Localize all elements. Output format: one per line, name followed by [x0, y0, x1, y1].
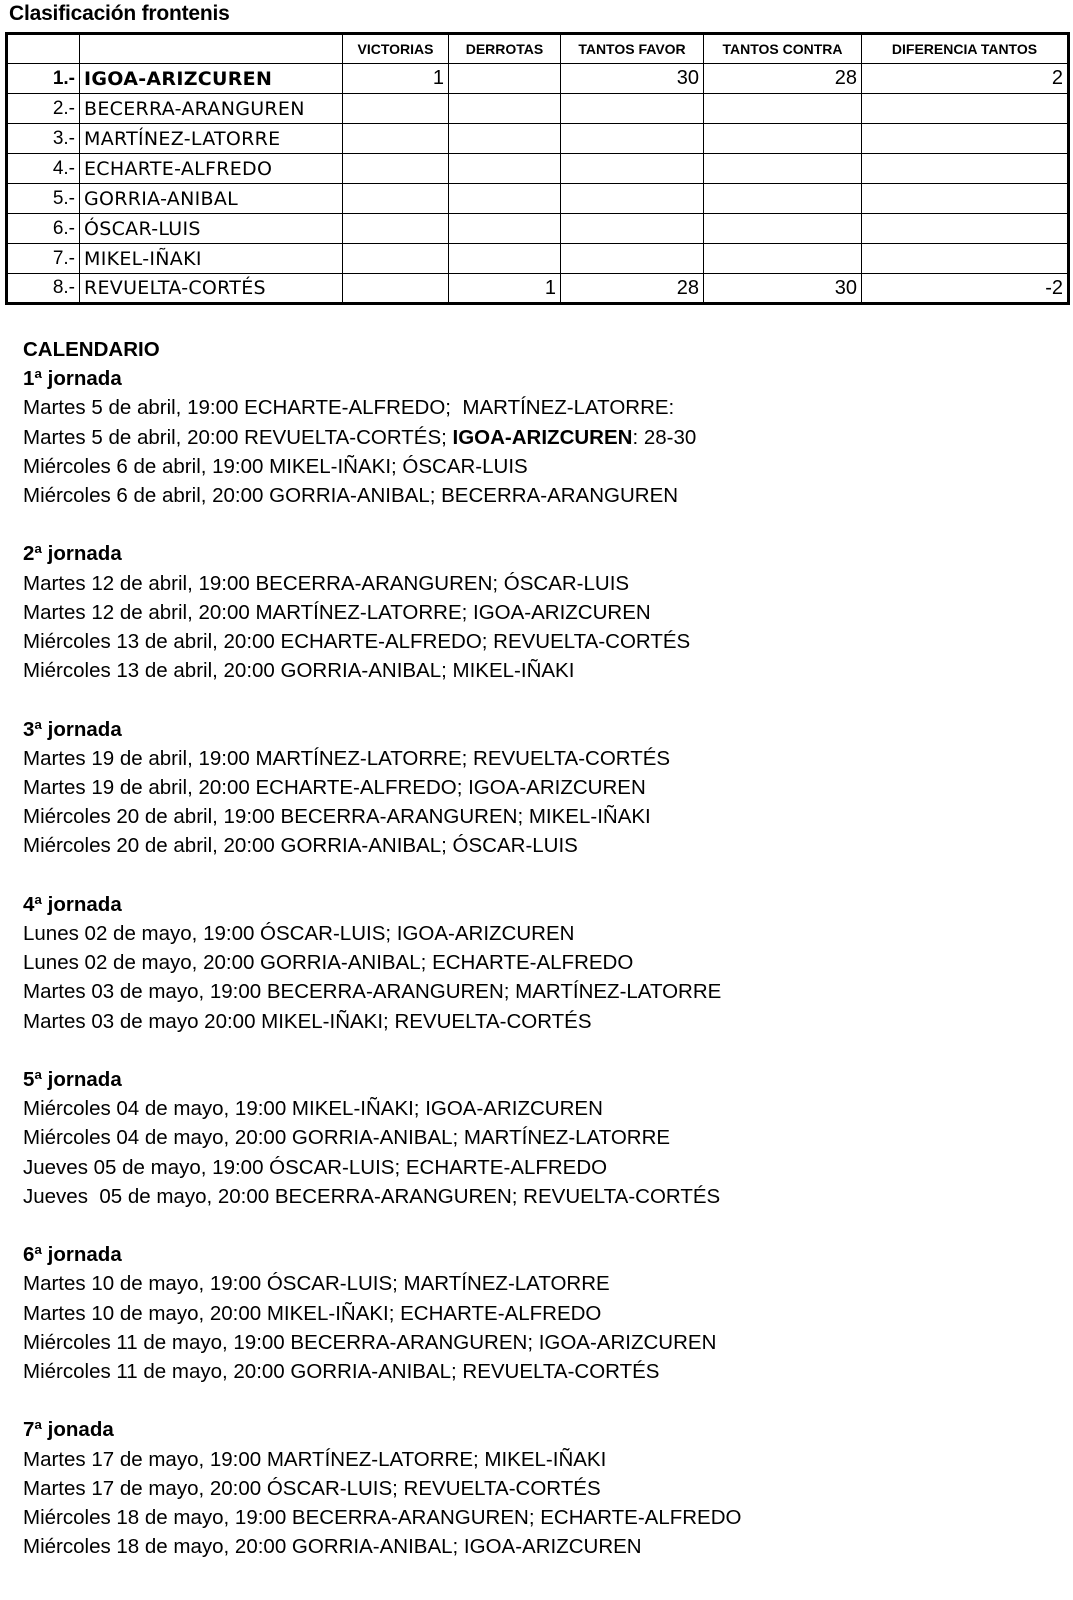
match-text: Lunes 02 de mayo, 20:00 GORRIA-ANIBAL; ECHARTE-ALFREDO — [23, 951, 634, 975]
standings-row — [7, 244, 1069, 274]
diferencia-cell: -2 — [862, 274, 1069, 304]
team-name-cell: IGOA-ARIZCUREN — [80, 64, 343, 94]
standings-header-row — [7, 34, 1069, 64]
standings-row — [7, 124, 1069, 154]
standings-table — [5, 32, 1070, 305]
derrotas-cell — [449, 154, 561, 184]
standings-row — [7, 154, 1069, 184]
round-title: 2ª jornada — [23, 542, 122, 566]
position-cell: 3.- — [7, 124, 80, 154]
tantos-contra-cell — [704, 214, 862, 244]
match-text: Martes 17 de mayo, 20:00 ÓSCAR-LUIS; REVUELTA-CORTÉS — [23, 1476, 601, 1500]
match-text: Miércoles 04 de mayo, 19:00 MIKEL-IÑAKI; IGOA-ARIZCUREN — [23, 1097, 603, 1121]
team-name-cell: ECHARTE-ALFREDO — [80, 154, 343, 184]
round-section — [23, 890, 741, 1036]
round-title: 4ª jornada — [23, 892, 122, 916]
round-title: 3ª jornada — [23, 717, 122, 741]
match-line — [23, 1182, 741, 1211]
diferencia-cell — [862, 184, 1069, 214]
match-line — [23, 1007, 741, 1036]
round-section — [23, 1065, 741, 1211]
rounds-list — [23, 364, 741, 1561]
tantos-contra-cell: 30 — [704, 274, 862, 304]
round-title: 1ª jornada — [23, 367, 122, 391]
match-text: Martes 12 de abril, 19:00 BECERRA-ARANGUREN; ÓSCAR-LUIS — [23, 571, 630, 595]
match-line — [23, 569, 741, 598]
match-text: Martes 12 de abril, 20:00 MARTÍNEZ-LATORRE; IGOA-ARIZCUREN — [23, 600, 651, 624]
round-section — [23, 1415, 741, 1561]
diferencia-cell: 2 — [862, 64, 1069, 94]
team-name-cell: MIKEL-IÑAKI — [80, 244, 343, 274]
match-text: Martes 03 de mayo 20:00 MIKEL-IÑAKI; REVUELTA-CORTÉS — [23, 1009, 592, 1033]
header-team — [80, 34, 343, 64]
position-cell: 8.- — [7, 274, 80, 304]
match-text: Jueves 05 de mayo, 20:00 BECERRA-ARANGUREN; REVUELTA-CORTÉS — [23, 1184, 721, 1208]
team-name-cell: BECERRA-ARANGUREN — [80, 94, 343, 124]
match-result: : 28-30 — [632, 425, 697, 449]
round-section — [23, 364, 741, 510]
match-line — [23, 1123, 741, 1152]
match-line — [23, 1299, 741, 1328]
header-tantos-favor: TANTOS FAVOR — [561, 34, 704, 64]
match-line — [23, 393, 741, 422]
match-text: Miércoles 6 de abril, 19:00 MIKEL-IÑAKI; ÓSCAR-LUIS — [23, 454, 528, 478]
match-line — [23, 1503, 741, 1532]
tantos-favor-cell — [561, 244, 704, 274]
standings-row — [7, 214, 1069, 244]
match-text: Miércoles 18 de mayo, 20:00 GORRIA-ANIBAL; IGOA-ARIZCUREN — [23, 1535, 642, 1559]
standings-row — [7, 184, 1069, 214]
header-derrotas: DERROTAS — [449, 34, 561, 64]
match-text: Martes 10 de mayo, 19:00 ÓSCAR-LUIS; MARTÍNEZ-LATORRE — [23, 1272, 610, 1296]
round-title: 5ª jornada — [23, 1068, 122, 1092]
tantos-contra-cell — [704, 154, 862, 184]
match-text: Martes 19 de abril, 19:00 MARTÍNEZ-LATORRE; REVUELTA-CORTÉS — [23, 746, 671, 770]
tantos-favor-cell: 28 — [561, 274, 704, 304]
victorias-cell — [343, 214, 449, 244]
standings-row — [7, 274, 1069, 304]
tantos-favor-cell — [561, 124, 704, 154]
match-text: Miércoles 20 de abril, 20:00 GORRIA-ANIBAL; ÓSCAR-LUIS — [23, 834, 578, 858]
calendar — [23, 335, 741, 1561]
team-name-cell: MARTÍNEZ-LATORRE — [80, 124, 343, 154]
tantos-contra-cell — [704, 244, 862, 274]
round-section — [23, 1240, 741, 1386]
match-text: Miércoles 11 de mayo, 19:00 BECERRA-ARANGUREN; IGOA-ARIZCUREN — [23, 1330, 717, 1354]
victorias-cell: 1 — [343, 64, 449, 94]
match-line — [23, 919, 741, 948]
tantos-favor-cell — [561, 94, 704, 124]
derrotas-cell — [449, 94, 561, 124]
match-line — [23, 1445, 741, 1474]
diferencia-cell — [862, 94, 1069, 124]
diferencia-cell — [862, 154, 1069, 184]
team-name-cell: GORRIA-ANIBAL — [80, 184, 343, 214]
match-text: Martes 03 de mayo, 19:00 BECERRA-ARANGUREN; MARTÍNEZ-LATORRE — [23, 980, 722, 1004]
tantos-favor-cell — [561, 184, 704, 214]
match-text: Miércoles 18 de mayo, 19:00 BECERRA-ARANGUREN; ECHARTE-ALFREDO — [23, 1506, 742, 1530]
victorias-cell — [343, 94, 449, 124]
match-line — [23, 1532, 741, 1561]
match-line — [23, 773, 741, 802]
standings-row — [7, 94, 1069, 124]
match-line — [23, 598, 741, 627]
position-cell: 1.- — [7, 64, 80, 94]
match-line — [23, 627, 741, 656]
match-line — [23, 481, 741, 510]
match-line — [23, 1094, 741, 1123]
match-text: Martes 19 de abril, 20:00 ECHARTE-ALFREDO; IGOA-ARIZCUREN — [23, 776, 646, 800]
diferencia-cell — [862, 124, 1069, 154]
derrotas-cell — [449, 214, 561, 244]
victorias-cell — [343, 184, 449, 214]
match-line — [23, 1153, 741, 1182]
team-name-cell: ÓSCAR-LUIS — [80, 214, 343, 244]
derrotas-cell — [449, 244, 561, 274]
match-text: Miércoles 13 de abril, 20:00 GORRIA-ANIBAL; MIKEL-IÑAKI — [23, 659, 575, 683]
victorias-cell — [343, 124, 449, 154]
match-line — [23, 802, 741, 831]
match-text: Martes 5 de abril, 20:00 REVUELTA-CORTÉS; — [23, 425, 453, 449]
tantos-contra-cell — [704, 124, 862, 154]
derrotas-cell — [449, 124, 561, 154]
header-position — [7, 34, 80, 64]
match-line — [23, 948, 741, 977]
match-text: Miércoles 13 de abril, 20:00 ECHARTE-ALFREDO; REVUELTA-CORTÉS — [23, 630, 691, 654]
tantos-contra-cell: 28 — [704, 64, 862, 94]
page-title: Clasificación frontenis — [9, 2, 230, 25]
match-text: Martes 17 de mayo, 19:00 MARTÍNEZ-LATORRE; MIKEL-IÑAKI — [23, 1447, 607, 1471]
match-text: Martes 5 de abril, 19:00 ECHARTE-ALFREDO; MARTÍNEZ-LATORRE: — [23, 396, 675, 420]
tantos-contra-cell — [704, 94, 862, 124]
match-text: Miércoles 11 de mayo, 20:00 GORRIA-ANIBAL; REVUELTA-CORTÉS — [23, 1360, 660, 1384]
round-section — [23, 539, 741, 685]
position-cell: 6.- — [7, 214, 80, 244]
match-line — [23, 1269, 741, 1298]
match-text: Martes 10 de mayo, 20:00 MIKEL-IÑAKI; ECHARTE-ALFREDO — [23, 1301, 602, 1325]
match-line — [23, 1357, 741, 1386]
match-line — [23, 744, 741, 773]
tantos-contra-cell — [704, 184, 862, 214]
header-victorias: VICTORIAS — [343, 34, 449, 64]
match-winner: IGOA-ARIZCUREN — [452, 425, 633, 449]
round-title: 6ª jornada — [23, 1243, 122, 1267]
round-title: 7ª jonada — [23, 1418, 114, 1442]
derrotas-cell: 1 — [449, 274, 561, 304]
diferencia-cell — [862, 244, 1069, 274]
position-cell: 5.- — [7, 184, 80, 214]
position-cell: 4.- — [7, 154, 80, 184]
match-text: Miércoles 04 de mayo, 20:00 GORRIA-ANIBAL; MARTÍNEZ-LATORRE — [23, 1126, 671, 1150]
match-line — [23, 452, 741, 481]
match-line — [23, 1328, 741, 1357]
tantos-favor-cell — [561, 154, 704, 184]
header-tantos-contra: TANTOS CONTRA — [704, 34, 862, 64]
derrotas-cell — [449, 64, 561, 94]
victorias-cell — [343, 244, 449, 274]
team-name-cell: REVUELTA-CORTÉS — [80, 274, 343, 304]
match-text: Miércoles 20 de abril, 19:00 BECERRA-ARANGUREN; MIKEL-IÑAKI — [23, 805, 651, 829]
tantos-favor-cell — [561, 214, 704, 244]
match-line — [23, 977, 741, 1006]
diferencia-cell — [862, 214, 1069, 244]
calendar-title: CALENDARIO — [23, 338, 160, 361]
position-cell: 7.- — [7, 244, 80, 274]
header-diferencia-tantos: DIFERENCIA TANTOS — [862, 34, 1069, 64]
tantos-favor-cell: 30 — [561, 64, 704, 94]
victorias-cell — [343, 274, 449, 304]
match-text: Miércoles 6 de abril, 20:00 GORRIA-ANIBAL; BECERRA-ARANGUREN — [23, 484, 679, 508]
match-line — [23, 423, 741, 452]
position-cell: 2.- — [7, 94, 80, 124]
match-text: Jueves 05 de mayo, 19:00 ÓSCAR-LUIS; ECHARTE-ALFREDO — [23, 1155, 608, 1179]
derrotas-cell — [449, 184, 561, 214]
match-line — [23, 656, 741, 685]
match-line — [23, 831, 741, 860]
match-text: Lunes 02 de mayo, 19:00 ÓSCAR-LUIS; IGOA-ARIZCUREN — [23, 922, 575, 946]
match-line — [23, 1474, 741, 1503]
round-section — [23, 715, 741, 861]
standings-row — [7, 64, 1069, 94]
victorias-cell — [343, 154, 449, 184]
